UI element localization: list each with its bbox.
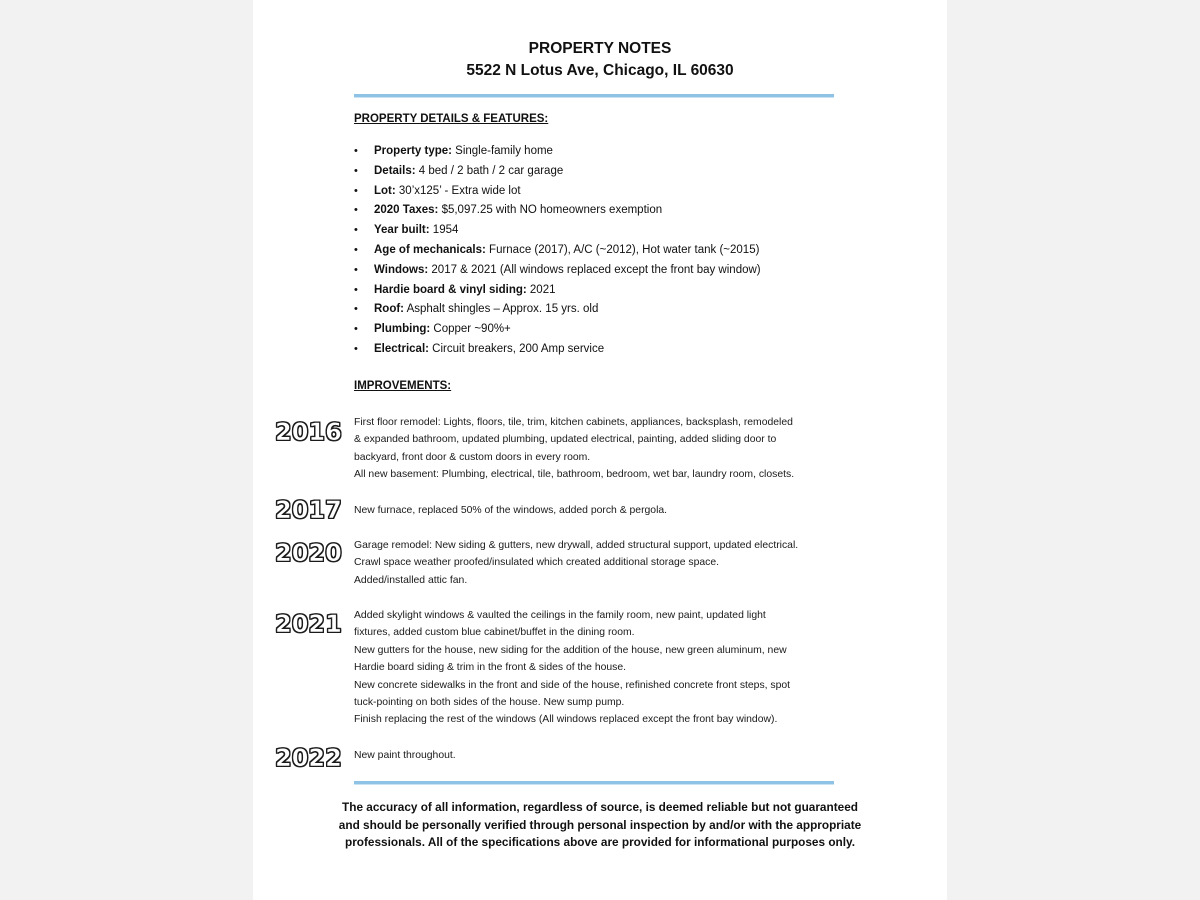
document-title: PROPERTY NOTES <box>528 40 672 57</box>
improvement-line: New furnace, replaced 50% of the windows, added porch & pergola. <box>354 505 668 516</box>
disclaimer <box>293 799 907 852</box>
improvement-line: New paint throughout. <box>354 750 456 761</box>
feature-value: 4 bed / 2 bath / 2 car garage <box>415 164 564 177</box>
disclaimer-line: professionals. All of the specifications above are provided for informational purposes only. <box>345 835 855 850</box>
improvement-description <box>354 747 850 764</box>
feature-item <box>354 320 914 340</box>
feature-label: Hardie board & vinyl siding: <box>374 283 527 296</box>
improvements-heading: IMPROVEMENTS: <box>354 380 452 392</box>
bullet-icon: • <box>354 243 358 256</box>
improvement-line: tuck-pointing on both sides of the house. New sump pump. <box>354 697 625 709</box>
improvement-line: Hardie board siding & trim in the front & sides of the house. <box>354 662 627 674</box>
bottom-divider <box>354 781 834 785</box>
bullet-icon: • <box>354 204 358 217</box>
improvement-line: New gutters for the house, new siding for the addition of the house, new green aluminum, new <box>354 644 787 656</box>
bullet-icon: • <box>354 283 358 296</box>
feature-item <box>354 142 914 162</box>
improvement-line: Added/installed attic fan. <box>354 574 468 586</box>
improvement-line: New concrete sidewalks in the front and side of the house, refinished concrete front steps, spot <box>354 679 791 691</box>
feature-item <box>354 281 914 301</box>
feature-item <box>354 340 914 360</box>
feature-value: Circuit breakers, 200 Amp service <box>428 342 605 355</box>
improvement-description <box>354 502 850 519</box>
feature-value: Furnace (2017), A/C (~2012), Hot water tank (~2015) <box>485 243 760 256</box>
feature-label: Windows: <box>374 263 429 276</box>
improvement-line: backyard, front door & custom doors in every room. <box>354 451 591 463</box>
feature-item <box>354 182 914 202</box>
feature-value: 2017 & 2021 (All windows replaced except the front bay window) <box>428 263 761 276</box>
feature-item <box>354 300 914 320</box>
feature-label: Details: <box>374 164 416 177</box>
document-page <box>253 0 947 900</box>
feature-item <box>354 241 914 261</box>
feature-value: 2021 <box>526 283 556 296</box>
feature-item <box>354 221 914 241</box>
improvement-year: 2022 <box>275 744 342 772</box>
improvement-year: 2021 <box>275 610 342 638</box>
feature-value: Copper ~90%+ <box>430 323 511 336</box>
improvement-line: First floor remodel: Lights, floors, tile, trim, kitchen cabinets, appliances, backsplash, remodeled <box>354 417 793 428</box>
bullet-icon: • <box>354 145 358 157</box>
improvement-line: fixtures, added custom blue cabinet/buffet in the dining room. <box>354 627 635 639</box>
improvement-line: All new basement: Plumbing, electrical, tile, bathroom, bedroom, wet bar, laundry room, closets. <box>354 469 795 481</box>
feature-item <box>354 162 914 182</box>
disclaimer-line: and should be personally verified through personal inspection by and/or with the appropriate <box>338 817 862 832</box>
improvement-description <box>354 607 850 729</box>
feature-label: Plumbing: <box>374 323 431 336</box>
feature-value: $5,097.25 with NO homeowners exemption <box>438 204 663 217</box>
improvement-line: Crawl space weather proofed/insulated which created additional storage space. <box>354 557 720 569</box>
feature-label: Lot: <box>374 184 396 197</box>
improvement-year: 2017 <box>275 496 342 524</box>
improvement-description <box>354 537 850 589</box>
feature-label: Roof: <box>374 303 405 316</box>
bullet-icon: • <box>354 342 358 355</box>
bullet-icon: • <box>354 303 358 316</box>
bullet-icon: • <box>354 224 358 237</box>
features-list <box>354 142 914 360</box>
feature-value: Single-family home <box>451 145 553 157</box>
disclaimer-line: The accuracy of all information, regardless of source, is deemed reliable but not guaranteed <box>342 800 858 814</box>
feature-item <box>354 261 914 281</box>
property-address: 5522 N Lotus Ave, Chicago, IL 60630 <box>466 62 734 79</box>
features-heading: PROPERTY DETAILS & FEATURES: <box>354 113 549 125</box>
improvement-year: 2016 <box>275 418 342 446</box>
improvement-line: Garage remodel: New siding & gutters, new drywall, added structural support, updated electrical. <box>354 540 799 551</box>
improvement-year: 2020 <box>275 539 342 567</box>
improvement-line: Finish replacing the rest of the windows (All windows replaced except the front bay window). <box>354 714 778 726</box>
top-divider <box>354 94 834 98</box>
feature-item <box>354 201 914 221</box>
feature-label: Year built: <box>374 224 430 237</box>
bullet-icon: • <box>354 164 358 177</box>
improvement-description <box>354 414 850 484</box>
feature-label: 2020 Taxes: <box>374 204 439 217</box>
feature-label: Property type: <box>374 145 452 157</box>
feature-label: Electrical: <box>374 342 429 355</box>
feature-value: 30’x125’ - Extra wide lot <box>395 184 521 197</box>
feature-value: 1954 <box>429 224 459 237</box>
feature-value: Asphalt shingles – Approx. 15 yrs. old <box>404 303 599 316</box>
bullet-icon: • <box>354 263 358 276</box>
bullet-icon: • <box>354 323 358 336</box>
feature-label: Age of mechanicals: <box>374 243 486 256</box>
improvement-line: & expanded bathroom, updated plumbing, updated electrical, painting, added sliding door to <box>354 434 777 446</box>
improvement-line: Added skylight windows & vaulted the ceilings in the family room, new paint, updated light <box>354 610 766 621</box>
bullet-icon: • <box>354 184 358 197</box>
